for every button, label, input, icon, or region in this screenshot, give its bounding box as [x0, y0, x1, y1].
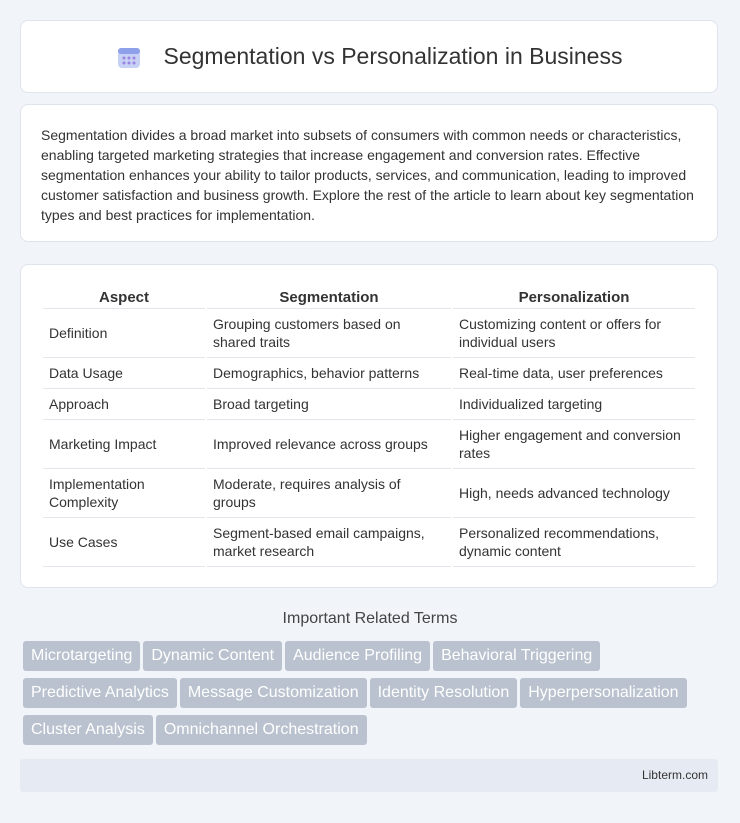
table-header: Personalization [453, 285, 695, 309]
table-cell: Personalized recommendations, dynamic content [453, 518, 695, 567]
intro-text: Segmentation divides a broad market into subsets of consumers with common needs or characteristics, enabling targeted marketing strategies that increase engagement and conversion rates. Effective segmentation enhances your ability to tailor products, services, and communication, leading to improved customer satisfaction and business growth. Explore the rest of the article to learn about key segmentation types and best practices for implementation. [41, 127, 694, 223]
table-header: Segmentation [207, 285, 451, 309]
table-row [43, 389, 695, 420]
footer-brand-link[interactable]: Libterm.com [641, 768, 708, 782]
intro-card [20, 104, 718, 242]
table-row [43, 518, 695, 567]
related-term-tag[interactable]: Microtargeting [23, 641, 140, 671]
table-cell: Individualized targeting [453, 389, 695, 420]
table-cell: Marketing Impact [43, 420, 205, 469]
table-header: Aspect [43, 285, 205, 309]
page-title: Segmentation vs Personalization in Business [163, 43, 623, 69]
table-row [43, 420, 695, 469]
related-term-tag[interactable]: Identity Resolution [370, 678, 518, 708]
table-cell: Demographics, behavior patterns [207, 358, 451, 389]
table-cell: Use Cases [43, 518, 205, 567]
table-row [43, 309, 695, 358]
calendar-icon [116, 44, 142, 70]
table-cell: Definition [43, 309, 205, 358]
table-cell: Higher engagement and conversion rates [453, 420, 695, 469]
table-cell: Broad targeting [207, 389, 451, 420]
related-term-tag[interactable]: Dynamic Content [143, 641, 282, 671]
table-cell: Real-time data, user preferences [453, 358, 695, 389]
table-cell: Data Usage [43, 358, 205, 389]
table-cell: Implementation Complexity [43, 469, 205, 518]
footer [20, 759, 718, 792]
table-cell: High, needs advanced technology [453, 469, 695, 518]
related-terms-title: Important Related Terms [282, 610, 458, 627]
table-cell: Customizing content or offers for individual users [453, 309, 695, 358]
related-term-tag[interactable]: Behavioral Triggering [433, 641, 600, 671]
table-cell: Segment-based email campaigns, market research [207, 518, 451, 567]
related-term-tag[interactable]: Hyperpersonalization [520, 678, 686, 708]
table-cell: Approach [43, 389, 205, 420]
related-terms-list [23, 641, 723, 752]
table-cell: Improved relevance across groups [207, 420, 451, 469]
table-row [43, 358, 695, 389]
related-term-tag[interactable]: Cluster Analysis [23, 715, 153, 745]
related-term-tag[interactable]: Audience Profiling [285, 641, 430, 671]
related-term-tag[interactable]: Predictive Analytics [23, 678, 177, 708]
table-row [43, 469, 695, 518]
table-cell: Moderate, requires analysis of groups [207, 469, 451, 518]
comparison-table [41, 285, 697, 567]
related-term-tag[interactable]: Message Customization [180, 678, 367, 708]
table-cell: Grouping customers based on shared traits [207, 309, 451, 358]
related-term-tag[interactable]: Omnichannel Orchestration [156, 715, 367, 745]
table-header-row [43, 285, 695, 309]
comparison-table-card [20, 264, 718, 588]
title-card [20, 20, 718, 93]
